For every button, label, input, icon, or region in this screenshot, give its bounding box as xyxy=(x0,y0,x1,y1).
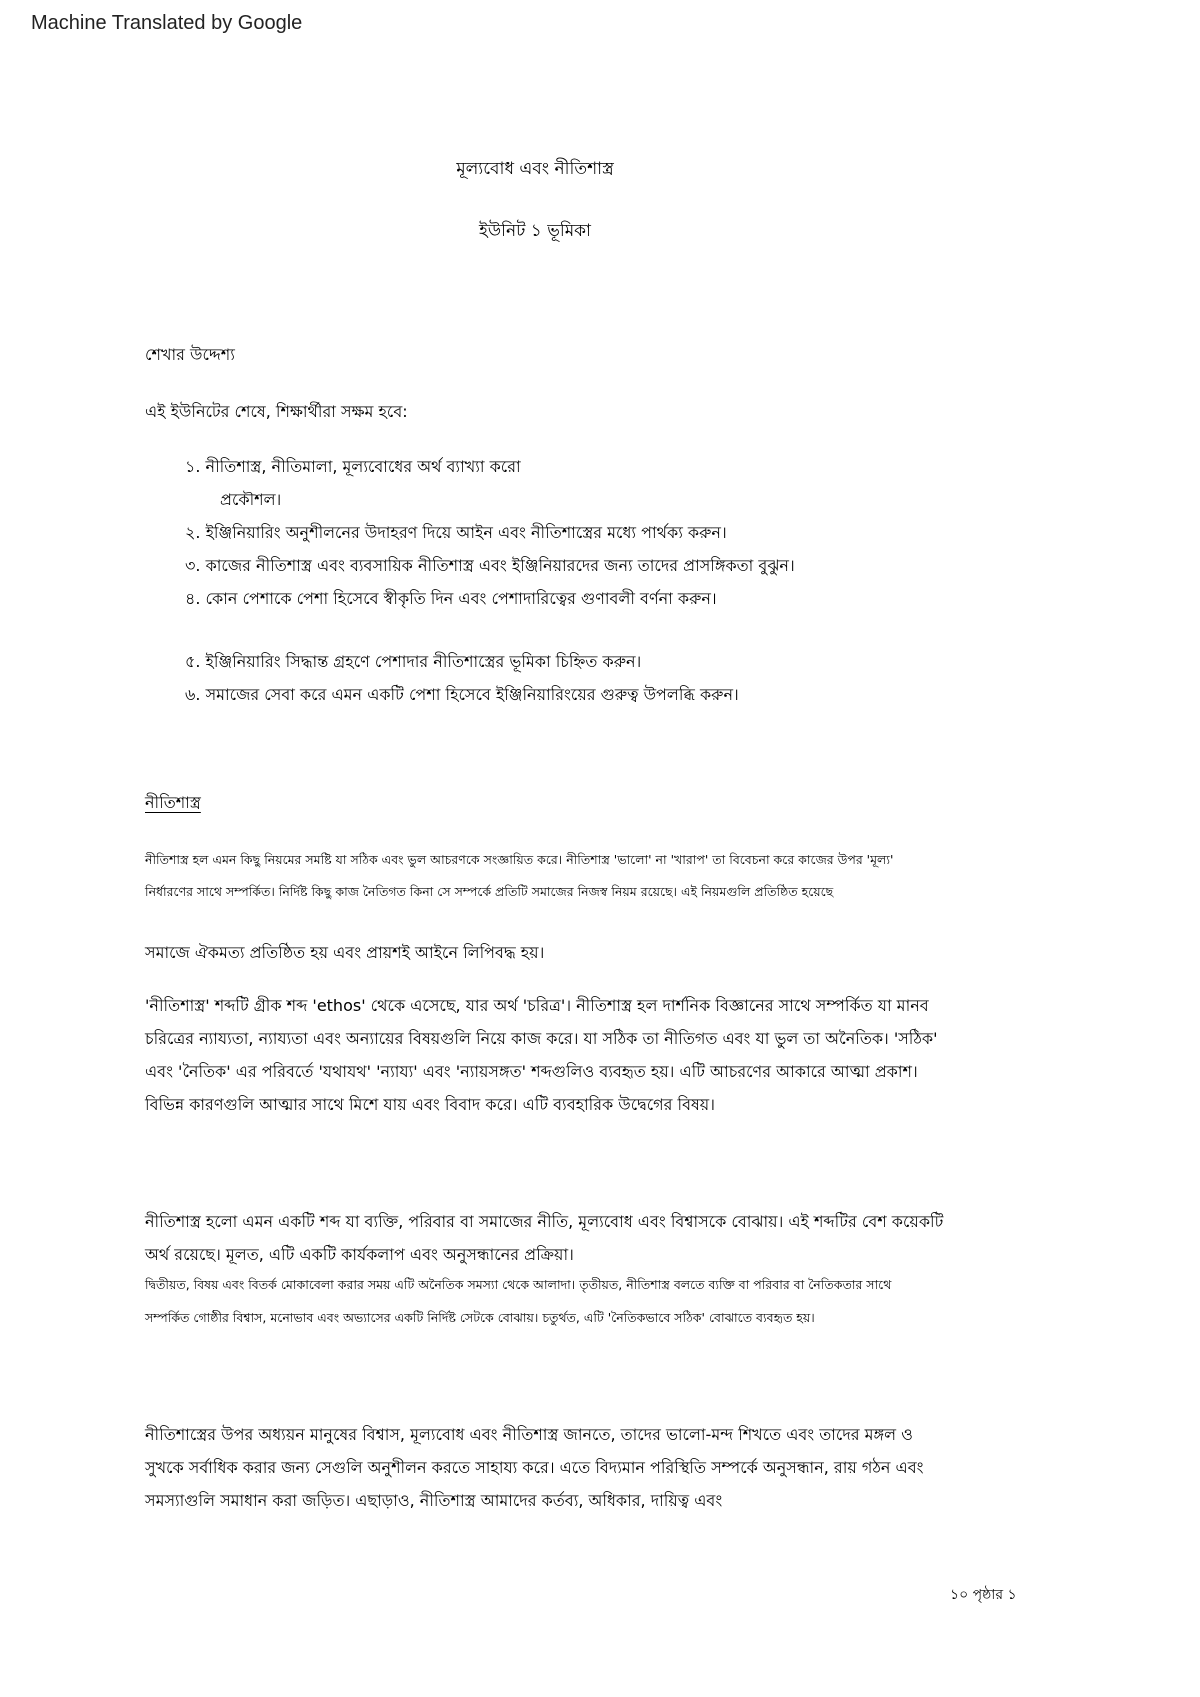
ethics-p3-small-line-1: দ্বিতীয়ত, বিষয় এবং বিতর্ক মোকাবেলা করার সময় এটি অনৈতিক সমস্যা থেকে আলাদা। তৃতীয়ত, নীতিশাস্ত্র বলতে ব্যক্তি বা পরিবার বা নৈতিকতার সাথে xyxy=(145,1277,892,1292)
ethics-p2-line-1: 'নীতিশাস্ত্র' শব্দটি গ্রীক শব্দ 'ethos' থেকে এসেছে, যার অর্থ 'চরিত্র'। নীতিশাস্ত্র হল দার্শনিক বিজ্ঞানের সাথে সম্পর্কিত যা মানব xyxy=(145,996,929,1015)
ethics-p1-small-line-2: নির্ধারণের সাথে সম্পর্কিত। নির্দিষ্ট কিছু কাজ নৈতিগত কিনা সে সম্পর্কে প্রতিটি সমাজের নিজস্ব নিয়ম রয়েছে। এই নিয়মগুলি প্রতিষ্ঠিত হয়েছে xyxy=(145,884,834,899)
list-item xyxy=(185,516,795,549)
objective-4-text: ৪. কোন পেশাকে পেশা হিসেবে স্বীকৃতি দিন এবং পেশাদারিত্বের গুণাবলী বর্ণনা করুন। xyxy=(185,589,717,608)
document-title: মূল্যবোধ এবং নীতিশাস্ত্র xyxy=(456,159,614,179)
objectives-intro: এই ইউনিটের শেষে, শিক্ষার্থীরা সক্ষম হবে: xyxy=(145,402,408,421)
ethics-p3-small-line-2: সম্পর্কিত গোষ্ঠীর বিশ্বাস, মনোভাব এবং অভ্যাসের একটি নির্দিষ্ট সেটকে বোঝায়। চতুর্থত, এটি 'নৈতিকভাবে সঠিক' বোঝাতে ব্যবহৃত হয়। xyxy=(145,1310,815,1325)
ethics-p2-line-2: চরিত্রের ন্যায্যতা, ন্যায্যতা এবং অন্যায়ের বিষয়গুলি নিয়ে কাজ করে। যা সঠিক তা নীতিগত এবং যা ভুল তা অনৈতিক। 'সঠিক' xyxy=(145,1029,938,1048)
objective-2-text: ২. ইঞ্জিনিয়ারিং অনুশীলনের উদাহরণ দিয়ে আইন এবং নীতিশাস্ত্রের মধ্যে পার্থক্য করুন। xyxy=(185,523,727,542)
machine-translation-banner: Machine Translated by Google xyxy=(31,12,303,34)
objectives-heading: শেখার উদ্দেশ্য xyxy=(145,345,235,364)
list-item xyxy=(185,645,795,678)
ethics-p3-line-2: অর্থ রয়েছে। মূলত, এটি একটি কার্যকলাপ এবং অনুসন্ধানের প্রক্রিয়া। xyxy=(145,1245,574,1264)
objective-3-text: ৩. কাজের নীতিশাস্ত্র এবং ব্যবসায়িক নীতিশাস্ত্র এবং ইঞ্জিনিয়ারদের জন্য তাদের প্রাসঙ্গিকতা বুঝুন। xyxy=(185,556,795,575)
objectives-list xyxy=(185,450,795,711)
page-number: ১০ পৃষ্ঠার ১ xyxy=(950,1587,1017,1603)
ethics-heading: নীতিশাস্ত্র xyxy=(145,793,201,812)
ethics-p1-line-3: সমাজে ঐকমত্য প্রতিষ্ঠিত হয় এবং প্রায়শই আইনে লিপিবদ্ধ হয়। xyxy=(145,943,545,962)
list-item xyxy=(185,582,795,615)
ethics-p4-line-2: সুখকে সর্বাধিক করার জন্য সেগুলি অনুশীলন করতে সাহায্য করে। এতে বিদ্যমান পরিস্থিতি সম্পর্কে অনুসন্ধান, রায় গঠন এবং xyxy=(145,1458,924,1477)
list-item xyxy=(185,678,795,711)
ethics-p2-line-3: এবং 'নৈতিক' এর পরিবর্তে 'যথাযথ' 'ন্যায্য' এবং 'ন্যায়সঙ্গত' শব্দগুলিও ব্যবহৃত হয়। এটি আচরণের আকারে আত্মা প্রকাশ। xyxy=(145,1062,918,1081)
list-item xyxy=(185,549,795,582)
objective-6-text: ৬. সমাজের সেবা করে এমন একটি পেশা হিসেবে ইঞ্জিনিয়ারিংয়ের গুরুত্ব উপলব্ধি করুন। xyxy=(185,685,739,704)
list-item xyxy=(185,450,795,516)
objective-5-text: ৫. ইঞ্জিনিয়ারিং সিদ্ধান্ত গ্রহণে পেশাদার নীতিশাস্ত্রের ভূমিকা চিহ্নিত করুন। xyxy=(185,652,642,671)
objective-1-text: ১. নীতিশাস্ত্র, নীতিমালা, মূল্যবোধের অর্থ ব্যাখ্যা করো xyxy=(185,457,521,476)
ethics-p4-line-1: নীতিশাস্ত্রের উপর অধ্যয়ন মানুষের বিশ্বাস, মূল্যবোধ এবং নীতিশাস্ত্র জানতে, তাদের ভালো-মন্দ শিখতে এবং তাদের মঙ্গল ও xyxy=(145,1425,913,1444)
unit-subtitle: ইউনিট ১ ভূমিকা xyxy=(479,221,591,241)
ethics-p2-line-4: বিভিন্ন কারণগুলি আত্মার সাথে মিশে যায় এবং বিবাদ করে। এটি ব্যবহারিক উদ্বেগের বিষয়। xyxy=(145,1095,715,1114)
ethics-p4-line-3: সমস্যাগুলি সমাধান করা জড়িত। এছাড়াও, নীতিশাস্ত্র আমাদের কর্তব্য, অধিকার, দায়িত্ব এবং xyxy=(145,1491,723,1510)
objective-1-continuation: প্রকৌশল। xyxy=(220,490,282,509)
ethics-p3-line-1: নীতিশাস্ত্র হলো এমন একটি শব্দ যা ব্যক্তি, পরিবার বা সমাজের নীতি, মূল্যবোধ এবং বিশ্বাসকে বোঝায়। এই শব্দটির বেশ কয়েকটি xyxy=(145,1212,944,1231)
ethics-p1-small-line-1: নীতিশাস্ত্র হল এমন কিছু নিয়মের সমষ্টি যা সঠিক এবং ভুল আচরণকে সংজ্ঞায়িত করে। নীতিশাস্ত্র 'ভালো' না 'খারাপ' তা বিবেচনা করে কাজের উপর 'মূল্য' xyxy=(145,852,894,867)
